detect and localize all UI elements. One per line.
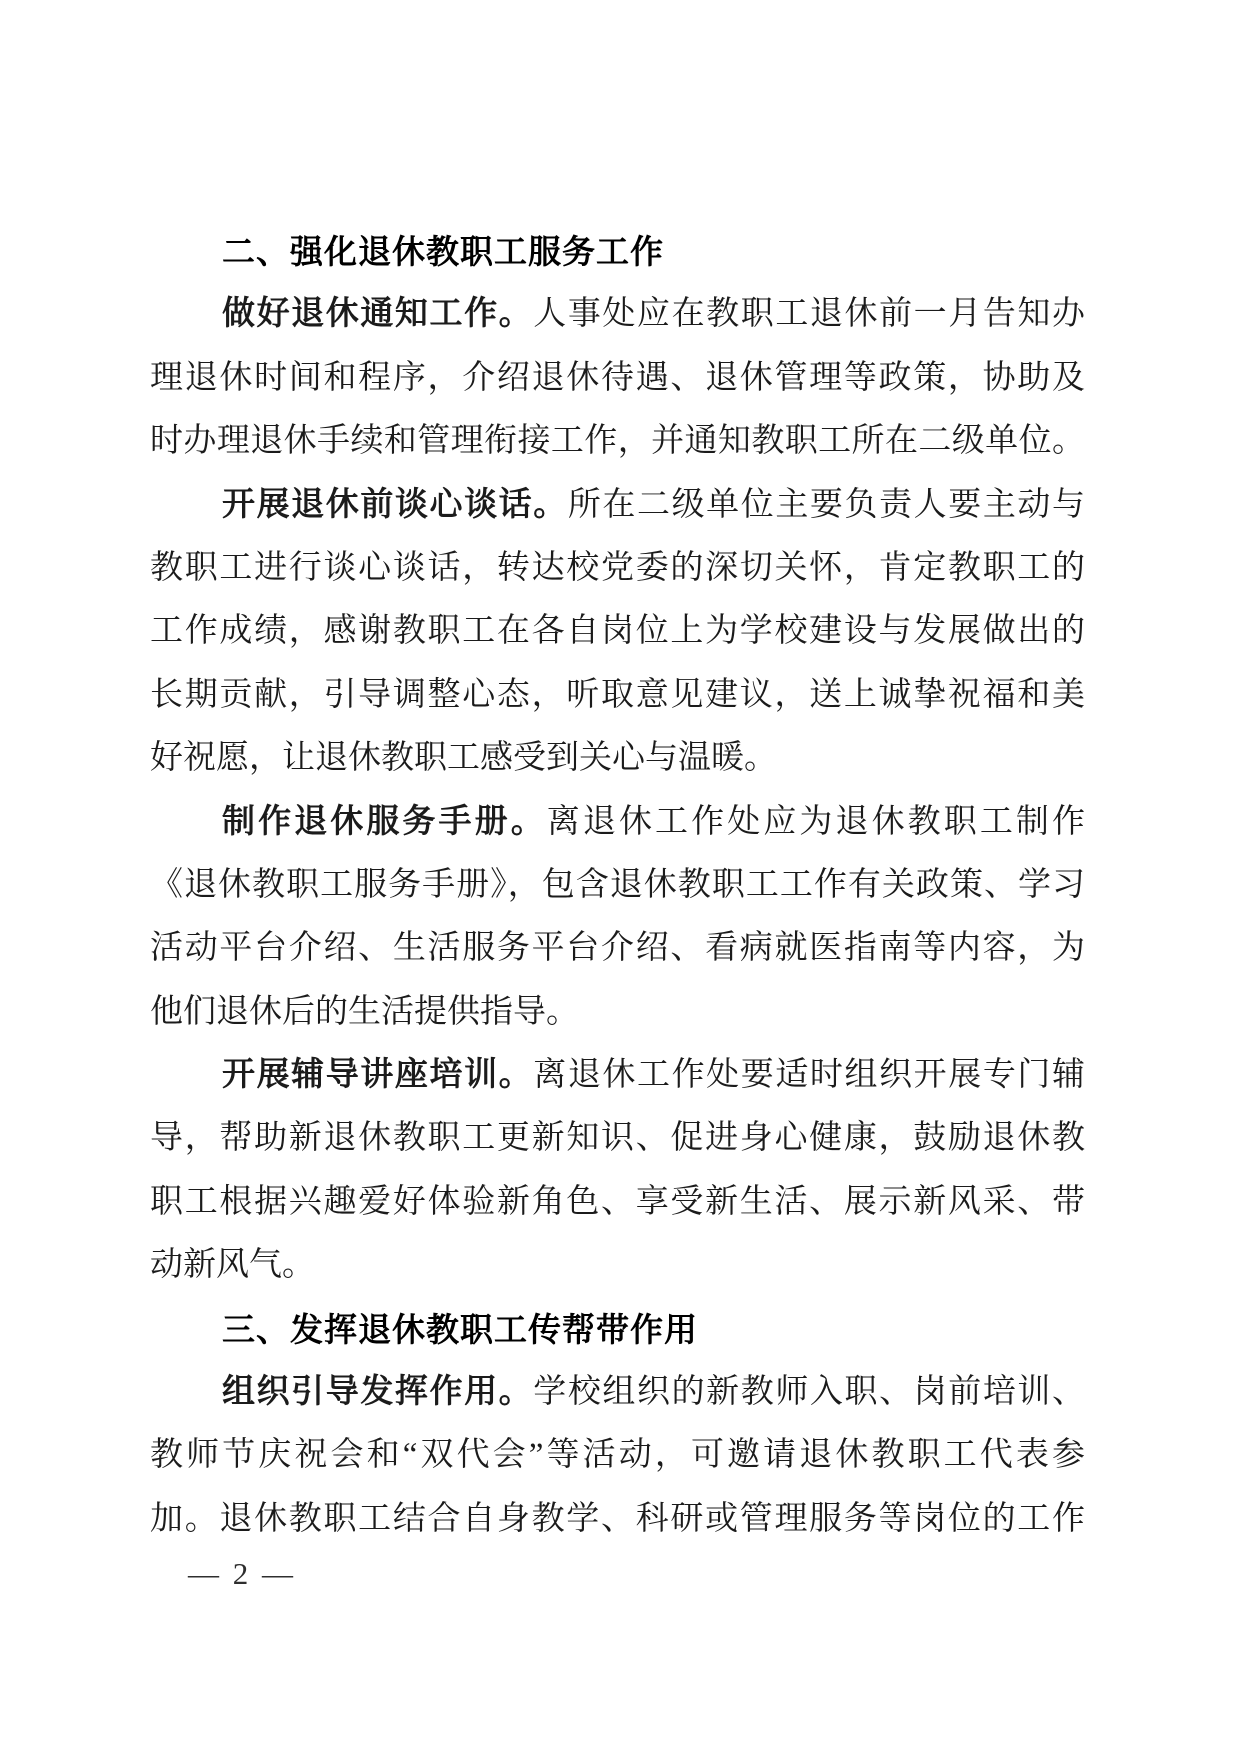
page-number: — 2 — bbox=[188, 1556, 296, 1591]
paragraph-first-line bbox=[150, 283, 1085, 346]
section-heading-3 bbox=[150, 1298, 1085, 1361]
line-text: 工作成绩，感谢教职工在各自岗位上为学校建设与发展做出的 bbox=[150, 613, 1085, 650]
paragraph-last-line bbox=[150, 727, 1085, 790]
line-text: 离退休工作处应为退休教职工制作 bbox=[546, 803, 1086, 840]
paragraph-first-line bbox=[150, 1044, 1085, 1107]
line-text: 他们退休后的生活提供指导。 bbox=[150, 993, 579, 1030]
text-line bbox=[150, 347, 1085, 410]
paragraph-first-line bbox=[150, 1361, 1085, 1424]
paragraph-last-line bbox=[150, 981, 1085, 1044]
heading-text: 二、强化退休教职工服务工作 bbox=[222, 233, 664, 270]
line-text: 长期贡献，引导调整心态，听取意见建议，送上诚挚祝福和美 bbox=[150, 676, 1085, 713]
paragraph-lead: 组织引导发挥作用。 bbox=[222, 1374, 534, 1411]
paragraph-lead: 开展辅导讲座培训。 bbox=[222, 1057, 534, 1094]
text-line bbox=[150, 1107, 1085, 1170]
line-text: 理退休时间和程序，介绍退休待遇、退休管理等政策，协助及 bbox=[150, 359, 1085, 396]
line-text: 动新风气。 bbox=[150, 1247, 315, 1284]
text-line bbox=[150, 854, 1085, 917]
line-text: 所在二级单位主要负责人要主动与 bbox=[567, 486, 1086, 523]
line-text: 职工根据兴趣爱好体验新角色、享受新生活、展示新风采、带 bbox=[150, 1183, 1085, 1220]
line-text: 教师节庆祝会和“双代会”等活动，可邀请退休教职工代表参 bbox=[150, 1437, 1085, 1474]
text-line bbox=[150, 917, 1085, 980]
text-line bbox=[150, 1424, 1085, 1487]
text-line bbox=[150, 1171, 1085, 1234]
text-line bbox=[150, 537, 1085, 600]
paragraph-first-line bbox=[150, 474, 1085, 537]
line-text: 离退休工作处要适时组织开展专门辅 bbox=[533, 1057, 1086, 1094]
paragraph-lead: 做好退休通知工作。 bbox=[222, 296, 534, 333]
document-text-block bbox=[150, 220, 1085, 1551]
text-line bbox=[150, 410, 1085, 473]
paragraph-lead: 开展退休前谈心谈话。 bbox=[222, 486, 568, 523]
heading-text: 三、发挥退休教职工传帮带作用 bbox=[222, 1310, 698, 1348]
line-text: 好祝愿，让退休教职工感受到关心与温暖。 bbox=[150, 740, 777, 777]
paragraph-first-line bbox=[150, 791, 1085, 854]
line-text: 学校组织的新教师入职、岗前培训、 bbox=[533, 1374, 1086, 1411]
paragraph-last-line bbox=[150, 1234, 1085, 1297]
line-text: 活动平台介绍、生活服务平台介绍、看病就医指南等内容，为 bbox=[150, 930, 1085, 967]
paragraph-lead: 制作退休服务手册。 bbox=[222, 803, 547, 840]
line-text: 加。退休教职工结合自身教学、科研或管理服务等岗位的工作 bbox=[150, 1500, 1085, 1537]
line-text: 教职工进行谈心谈话，转达校党委的深切关怀，肯定教职工的 bbox=[150, 549, 1085, 586]
line-text: 人事处应在教职工退休前一月告知办 bbox=[533, 296, 1086, 333]
line-text: 导，帮助新退休教职工更新知识、促进身心健康，鼓励退休教 bbox=[150, 1120, 1085, 1157]
section-heading-2 bbox=[150, 220, 1085, 283]
line-text: 《退休教职工服务手册》，包含退休教职工工作有关政策、学习 bbox=[150, 866, 1085, 903]
line-text: 时办理退休手续和管理衔接工作，并通知教职工所在二级单位。 bbox=[150, 423, 1085, 460]
text-line bbox=[150, 664, 1085, 727]
text-line bbox=[150, 600, 1085, 663]
text-line bbox=[150, 1488, 1085, 1551]
